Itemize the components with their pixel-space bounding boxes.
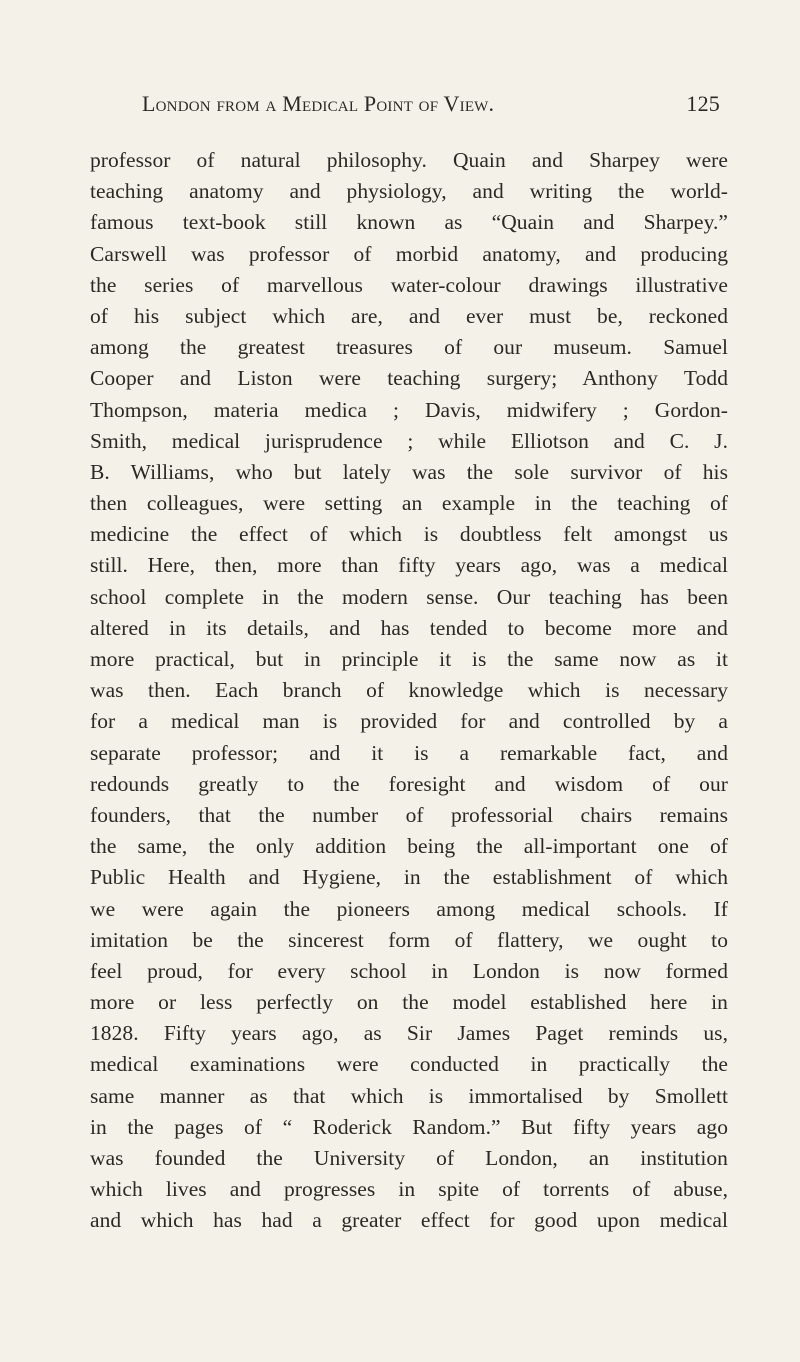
running-head [142, 91, 720, 125]
text-line: imitation be the sincerest form of flattery, we ought to [90, 927, 728, 952]
text-line: redounds greatly to the foresight and wisdom of our [90, 771, 728, 796]
text-line: of his subject which are, and ever must be, reckoned [90, 303, 728, 328]
page-number: 125 [686, 91, 720, 116]
text-line: 1828. Fifty years ago, as Sir James Paget reminds us, [90, 1021, 728, 1046]
text-line: school complete in the modern sense. Our teaching has been [90, 584, 728, 609]
text-line: more or less perfectly on the model established here in [90, 990, 728, 1015]
text-line: the same, the only addition being the all-important one of [90, 834, 728, 859]
text-line: founders, that the number of professorial chairs remains [90, 802, 728, 827]
text-line: Thompson, materia medica ; Davis, midwifery ; Gordon- [90, 397, 728, 422]
text-line: teaching anatomy and physiology, and writing the world- [90, 179, 728, 204]
text-line: among the greatest treasures of our museum. Samuel [90, 335, 728, 360]
text-line: we were again the pioneers among medical schools. If [90, 896, 728, 921]
text-line: in the pages of “ Roderick Random.” But fifty years ago [90, 1114, 728, 1139]
text-line: professor of natural philosophy. Quain and Sharpey were [90, 148, 728, 172]
text-line: which lives and progresses in spite of torrents of abuse, [90, 1177, 728, 1202]
text-line: was then. Each branch of knowledge which is necessary [90, 678, 728, 703]
text-line: more practical, but in principle it is the same now as it [90, 647, 728, 671]
body-text [90, 145, 728, 1237]
text-line: and which has had a greater effect for good upon medical [90, 1208, 728, 1233]
text-line: altered in its details, and has tended to become more and [90, 615, 728, 640]
text-line: separate professor; and it is a remarkable fact, and [90, 740, 728, 765]
text-line: still. Here, then, more than fifty years ago, was a medical [90, 553, 728, 578]
text-line: Carswell was professor of morbid anatomy, and producing [90, 241, 728, 266]
text-line: same manner as that which is immortalised by Smollett [90, 1083, 728, 1108]
text-line: the series of marvellous water-colour drawings illustrative [90, 272, 728, 297]
text-line: for a medical man is provided for and controlled by a [90, 709, 728, 734]
text-line: B. Williams, who but lately was the sole survivor of his [90, 459, 728, 484]
text-line: famous text-book still known as “Quain and Sharpey.” [90, 210, 728, 235]
running-title: London from a Medical Point of View. [142, 91, 495, 116]
text-line: Cooper and Liston were teaching surgery; Anthony Todd [90, 366, 728, 391]
text-line: medical examinations were conducted in practically the [90, 1052, 728, 1077]
text-line: medicine the effect of which is doubtless felt amongst us [90, 522, 728, 547]
text-line: Smith, medical jurisprudence ; while Elliotson and C. J. [90, 428, 728, 453]
text-line: then colleagues, were setting an example in the teaching of [90, 491, 728, 516]
text-line: Public Health and Hygiene, in the establishment of which [90, 865, 728, 890]
text-line: feel proud, for every school in London is now formed [90, 958, 728, 983]
text-line: was founded the University of London, an institution [90, 1146, 728, 1170]
